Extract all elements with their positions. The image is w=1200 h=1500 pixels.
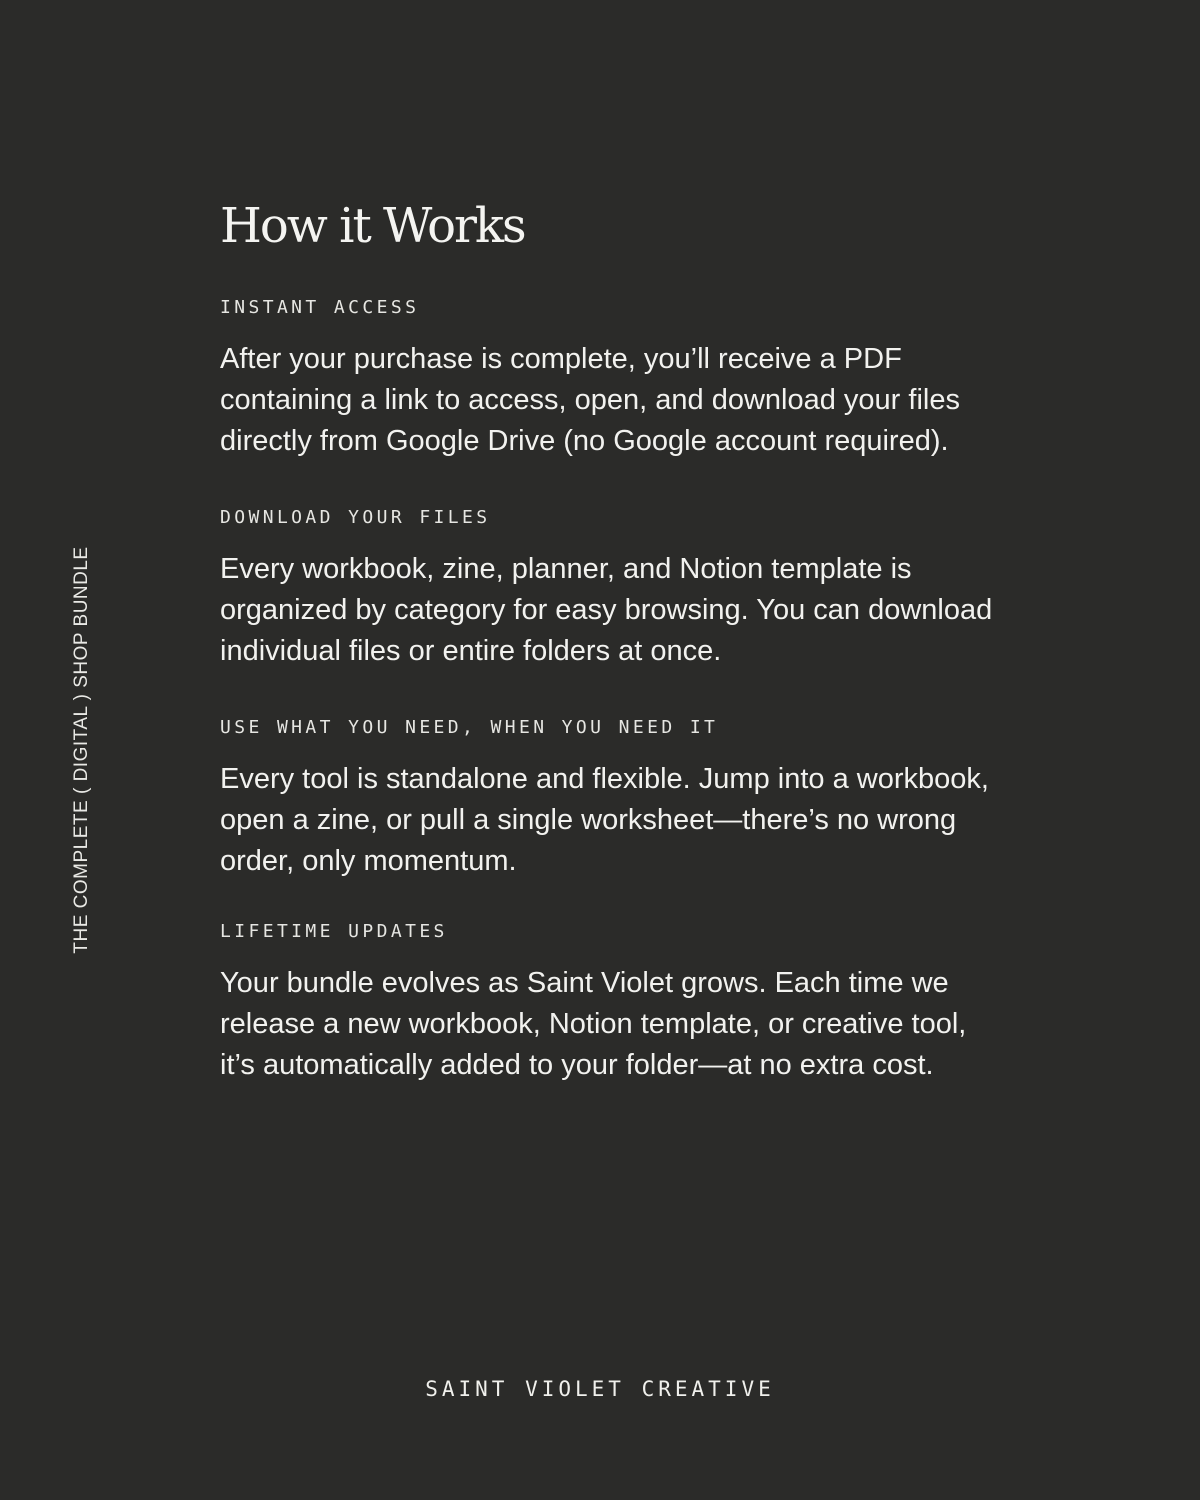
section-heading: LIFETIME UPDATES — [220, 921, 448, 942]
section-instant-access — [220, 296, 1000, 462]
page-title: How it Works — [220, 198, 525, 254]
content — [220, 196, 1000, 1086]
side-label: THE COMPLETE ( DIGITAL ) SHOP BUNDLE — [71, 546, 92, 954]
section-lifetime-updates — [220, 920, 1000, 1086]
section-download-your-files — [220, 506, 1000, 672]
section-body: Every tool is standalone and flexible. Jump into a workbook, open a zine, or pull a single worksheet—there’s no wrong order, only momentum. — [220, 763, 989, 877]
section-body: After your purchase is complete, you’ll receive a PDF containing a link to access, open, and download your files directly from Google Drive (no Google account required). — [220, 343, 960, 457]
section-body: Every workbook, zine, planner, and Notion template is organized by category for easy browsing. You can download individual files or entire folders at once. — [220, 553, 993, 667]
section-use-what-you-need — [220, 716, 1000, 882]
section-body: Your bundle evolves as Saint Violet grows. Each time we release a new workbook, Notion template, or creative tool, it’s automatically added to your folder—at no extra cost. — [220, 967, 967, 1081]
section-heading: INSTANT ACCESS — [220, 297, 420, 318]
footer-brand: SAINT VIOLET CREATIVE — [425, 1377, 775, 1401]
section-heading: USE WHAT YOU NEED, WHEN YOU NEED IT — [220, 717, 719, 738]
section-heading: DOWNLOAD YOUR FILES — [220, 507, 491, 528]
